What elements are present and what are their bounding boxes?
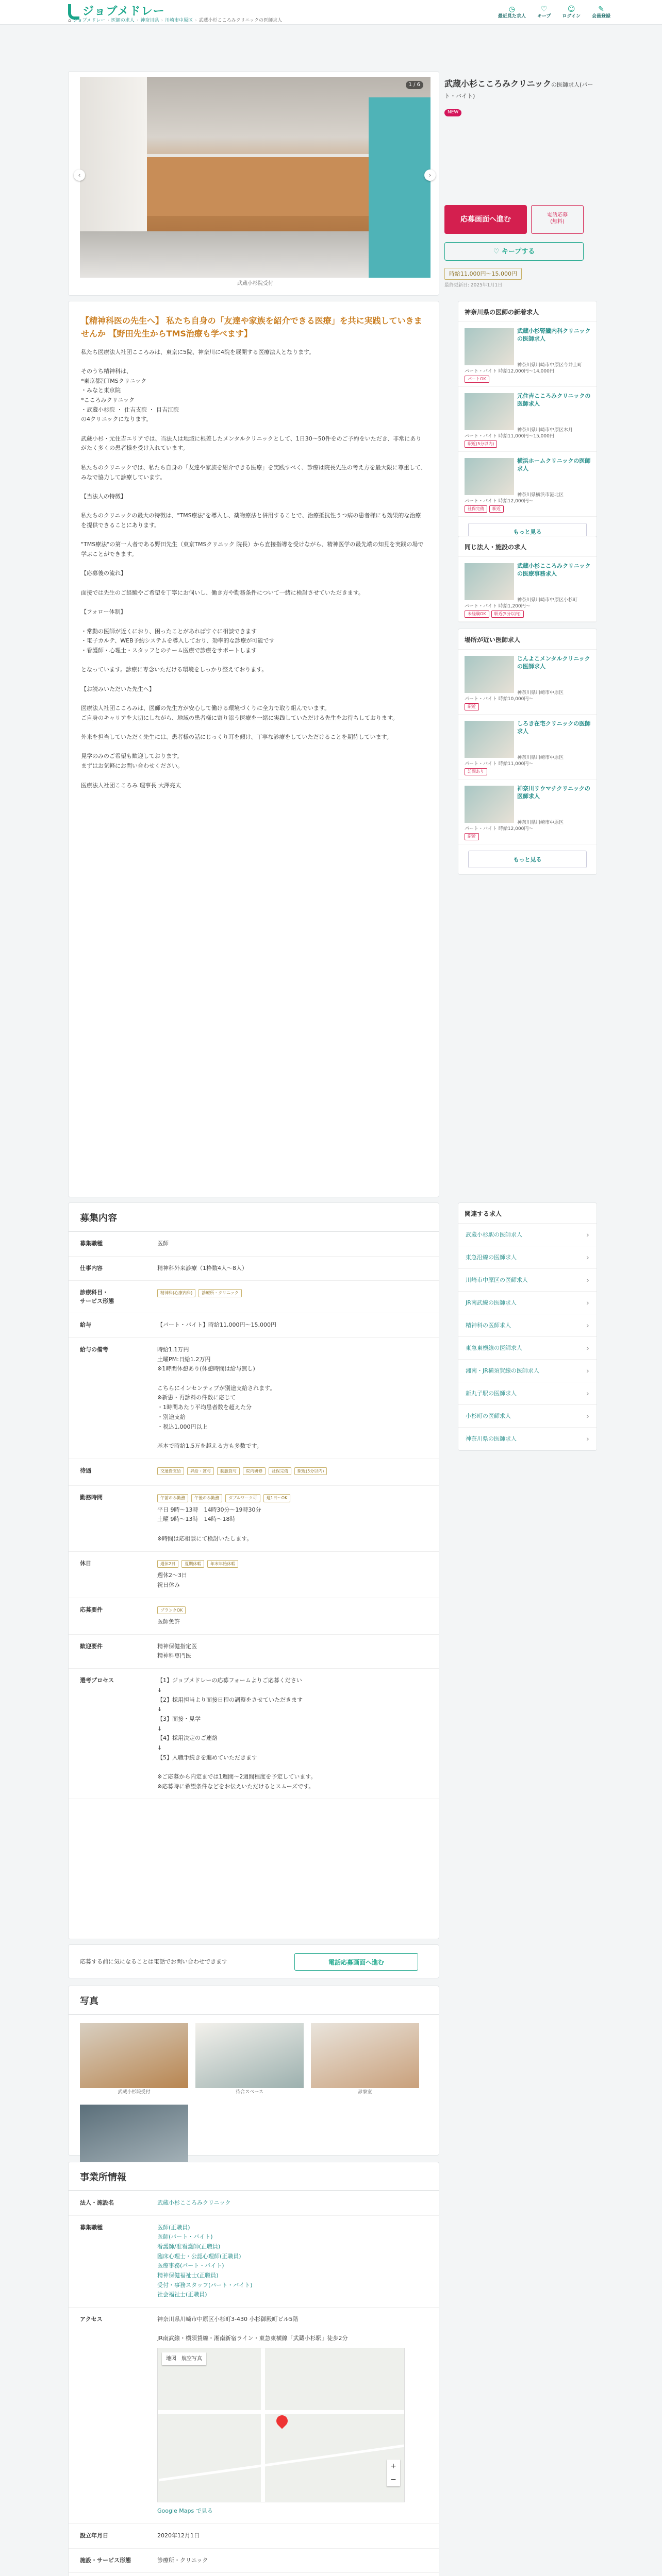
salary-text: パート・バイト 時給11,000円〜15,000円: [465, 433, 554, 439]
condition-tag: 夏期休暇: [181, 1560, 204, 1568]
job-salary: [465, 603, 593, 611]
section-heading: 写真: [69, 1986, 439, 2015]
job-tag: 社保完備: [465, 505, 487, 513]
map-pin-icon: [274, 2413, 290, 2429]
job-title[interactable]: しろき在宅クリニックの医師求人: [517, 720, 591, 735]
site-header: [0, 0, 662, 25]
row-value: [157, 2198, 427, 2208]
sidebar-heading: 関連する求人: [458, 1203, 597, 1224]
job-card[interactable]: [458, 650, 597, 715]
row-label: 選考プロセス: [80, 1677, 114, 1684]
sidebar-near: [458, 629, 597, 875]
row-text: 【パート・バイト】時給11,000円〜15,000円: [157, 1321, 276, 1329]
info-row: [69, 2308, 439, 2524]
job-title[interactable]: 神奈川リウマチクリニックの医師求人: [517, 785, 590, 800]
condition-tag: 午前のみ勤務: [157, 1494, 188, 1502]
row-text: 神奈川県川崎市中原区小杉町3-430 小杉御殿町ビル5階 JR南武線・横須賀線・湘南新宿ライン・東急東横線「武蔵小杉駅」徒歩2分: [157, 2316, 348, 2342]
row-value: [157, 1288, 427, 1306]
nav-login[interactable]: ☺ ログイン: [562, 5, 581, 19]
row-text: 診療所・クリニック: [157, 2556, 208, 2564]
condition-tag: 精神科(心療内科): [157, 1289, 195, 1297]
condition-tag: 年末年始休暇: [207, 1560, 238, 1568]
related-link[interactable]: 小杉町の医師求人 ›: [458, 1405, 597, 1428]
row-value: [157, 2556, 427, 2566]
salary-text: パート・バイト 時給1,200円〜: [465, 603, 531, 609]
user-icon: ☺: [567, 5, 575, 13]
job-address: 神奈川県川崎市中原区今井上町: [517, 362, 583, 368]
row-label: 診療科目・ サービス形態: [80, 1289, 114, 1305]
job-tags: [465, 376, 489, 383]
salary-text: パート・バイト 時給10,000円〜: [465, 696, 534, 702]
row-text: 2020年12月1日: [157, 2532, 200, 2539]
nav-keep[interactable]: ♡ キープ: [537, 5, 551, 19]
condition-tag: 制服貸与: [217, 1467, 240, 1476]
info-row: [69, 2191, 439, 2216]
row-label: アクセス: [80, 2316, 103, 2323]
job-salary: [465, 826, 593, 833]
job-tags: [465, 505, 504, 513]
updated-date: 最終更新日: 2025年1月1日: [444, 283, 503, 288]
job-tags: [465, 833, 479, 840]
breadcrumb-item[interactable]: 医師の求人: [111, 18, 135, 23]
row-label: 休日: [80, 1560, 91, 1567]
info-row: [69, 2216, 439, 2308]
job-address: 神奈川県横浜市港北区: [517, 492, 564, 498]
job-title[interactable]: 横浜ホームクリニックの医師求人: [517, 457, 591, 472]
tag-list: [157, 1467, 427, 1476]
related-link[interactable]: 精神科の医師求人 ›: [458, 1314, 597, 1337]
row-label: 給与の備考: [80, 1346, 108, 1353]
breadcrumb-item[interactable]: ジョブメドレー: [73, 18, 106, 23]
access-map[interactable]: [157, 2348, 405, 2502]
job-tag: 駅近(5分以内): [491, 611, 524, 618]
job-thumbnail: [465, 393, 514, 430]
next-photo-icon[interactable]: ›: [424, 170, 436, 181]
job-tag: パートOK: [465, 376, 489, 383]
job-thumbnail: [465, 563, 514, 600]
job-thumbnail: [465, 328, 514, 365]
salary-text: パート・バイト 時給12,000円〜: [465, 826, 534, 832]
register-icon: ✎: [598, 5, 604, 13]
job-address: 神奈川県川崎市中原区: [517, 690, 564, 696]
requirements-section: [68, 1202, 439, 1939]
info-row: [69, 2573, 439, 2576]
condition-tag: 駅近(5分以内): [294, 1467, 327, 1476]
description-body: 私たち医療法人社団こころみは、東京に5院、神奈川に4院を展開する医療法人となります。 そのうち精神科は、 *東京都江TMSクリニック ・みなと東京院 *こころみクリニック ・武蔵小杉院 ・ 仕吉支院 ・ 目吉江院 の4クリニックになります。 武蔵小杉・元住吉エリアでは、当法人は地域に根差したメンタルクリニックとして、1日30〜50件をのご予約をいただき、非常にありがたく多くの患者様を受け入れています。 私たちのクリニックでは、私たち自身の「友達や家族を紹介できる医療」を実践すべく、診療は院長先生の考え方を最大限に尊重して、みなで協力して診療しています。 【当法人の特徴】 私たちのクリニックの最大の特徴は、"TMS療法"を導入し、薬物療法と併用することで、治療抵抗性うつ病の患者様にも効果的な治療を提供できることにあります。 "TMS療法"の第一人者である野田先生（東京TMSクリニック 院長）から直接指導を受けながら、精神医学の最先端の知見を実践の場で学ぶことができます。 【応募後の流れ】 面接では先生のご経験やご希望を丁寧にお伺いし、働き方や勤務条件について一緒に検討させていただきます。 【フォロー体制】 ・常勤の医師が近くにおり、困ったことがあればすぐに相談できます ・電子カルテ、WEB予約システムを導入しており、効率的な診療が可能です ・看護師・心理士・スタッフとのチーム医療で診療をサポートします となっています。診療に専念いただける環境をしっかり整えております。 【お読みいただいた先生へ】 医療法人社団こころみは、医師の先生方が安心して働ける環境づくりに全力で取り組んでいます。 ご自身のキャリアを大切にしながら、地域の患者様に寄り添う医療を一緒に実践していただける先生をお待ちしております。 外来を担当していただく先生には、患者様の話にじっくり耳を傾け、丁寧な診療をしていただけることを期待しています。 見学のみのご希望も歓迎しております。 まずはお気軽にお問い合わせください。 医療法人社団こころみ 理事長 大澤亮太: [81, 348, 426, 789]
info-row: [69, 1635, 439, 1669]
apply-button[interactable]: 応募画面へ進む: [444, 205, 527, 234]
related-link[interactable]: 新丸子駅の医師求人 ›: [458, 1382, 597, 1405]
sidebar-nearby: [458, 301, 597, 547]
row-text: 医師: [157, 1240, 169, 1247]
row-text: 時給1.1万円 土曜PM:日給1.2万円 ※1時間休憩あり(休憩時間は給与無し) こちらにインセンティブが別途支給されます。 ※新患・再診料の件数に応じて ・1時間あたり平均患者数を超えた分 ・別途支給 ・税込1,000円以上 基本で時給1.5万を越える方も多数です。: [157, 1346, 276, 1449]
job-card[interactable]: [458, 322, 597, 387]
info-row: [69, 1669, 439, 1799]
row-text: 精神保健指定医 精神科専門医: [157, 1642, 197, 1659]
salary-tag: 時給11,000円〜15,000円: [444, 268, 522, 280]
map-link[interactable]: Google Maps で見る: [157, 2507, 213, 2515]
info-row: [69, 1486, 439, 1551]
job-tag: 訪問あり: [465, 768, 487, 775]
description-title: 【精神科医の先生へ】 私たち自身の「友達や家族を紹介できる医療」を共に実践していきませんか 【野田先生からTMS治療も学べます】: [81, 316, 422, 338]
map-type-tab[interactable]: 地図 航空写真: [162, 2352, 206, 2365]
row-value: [157, 1239, 427, 1249]
job-description: [68, 301, 439, 1197]
related-link[interactable]: 武蔵小杉駅の医師求人 ›: [458, 1224, 597, 1246]
info-row: [69, 1257, 439, 1281]
job-address: 神奈川県川崎市中原区: [517, 820, 564, 825]
photo-item[interactable]: 武蔵小杉院受付: [80, 2023, 188, 2096]
row-value: [157, 2315, 427, 2516]
tel-cta-button[interactable]: 電話応募画面へ進む: [294, 1953, 418, 1971]
info-row: [69, 1459, 439, 1486]
job-tags: [465, 611, 524, 618]
related-link[interactable]: 東急沿線の医師求人 ›: [458, 1246, 597, 1269]
more-button[interactable]: もっと見る: [468, 851, 587, 868]
info-row: [69, 1552, 439, 1598]
photo-item[interactable]: 診察室: [311, 2023, 419, 2096]
job-salary: [465, 433, 593, 440]
new-badge: NEW: [444, 109, 461, 116]
related-link[interactable]: JR南武線の医師求人 ›: [458, 1292, 597, 1314]
salary-text: パート・バイト 時給11,000円〜: [465, 761, 534, 767]
job-tags: [465, 768, 487, 775]
info-row: [69, 1232, 439, 1257]
row-label: 募集職種: [80, 1240, 103, 1247]
job-tags: [465, 703, 479, 710]
salary-text: パート・バイト 時給12,000円〜: [465, 498, 534, 504]
condition-tag: 診療所・クリニック: [198, 1289, 242, 1297]
tel-cta-bar: [68, 1944, 439, 1978]
row-label: 法人・施設名: [80, 2199, 114, 2206]
job-address: 神奈川県川崎市中原区: [517, 755, 564, 760]
tag-list: [157, 1494, 427, 1502]
row-label: 施設・サービス形態: [80, 2556, 131, 2564]
tel-apply-button[interactable]: 電話応募 (無料): [531, 205, 584, 234]
job-address: 神奈川県川崎市中原区小杉町: [517, 597, 578, 603]
tag-list: [157, 1606, 427, 1615]
job-title[interactable]: 武蔵小杉腎臓内科クリニックの医師求人: [517, 327, 591, 342]
logo-text: ジョブメドレー: [82, 5, 165, 18]
condition-tag: 院内研修: [243, 1467, 266, 1476]
related-link[interactable]: 東急東横線の医師求人 ›: [458, 1337, 597, 1360]
sidebar-same-corp: [458, 536, 597, 622]
breadcrumb-item[interactable]: 川崎市中原区: [165, 18, 193, 23]
job-salary: [465, 761, 593, 768]
job-card[interactable]: [458, 452, 597, 517]
info-row: [69, 1313, 439, 1338]
condition-tag: 週休2日: [157, 1560, 178, 1568]
photo-item[interactable]: 待合スペース: [195, 2023, 304, 2096]
row-value: [157, 1676, 427, 1791]
more-button[interactable]: もっと見る: [468, 523, 587, 540]
job-tag: 未経験OK: [465, 611, 489, 618]
row-value: [157, 1605, 427, 1627]
nav-recent[interactable]: ◷ 最近見た求人: [498, 5, 526, 19]
related-link[interactable]: 湘南・JR横須賀線の医師求人 ›: [458, 1360, 597, 1382]
prev-photo-icon[interactable]: ‹: [74, 170, 85, 181]
job-tag: 駅近(5分以内): [465, 440, 497, 448]
photo-counter: 1 / 6: [406, 81, 423, 89]
hero-card: [68, 71, 439, 296]
job-title[interactable]: 元住吉こころみクリニックの医師求人: [517, 392, 591, 407]
related-link[interactable]: 神奈川県の医師求人 ›: [458, 1428, 597, 1450]
sidebar-heading: 神奈川県の医師の新着求人: [458, 301, 597, 322]
row-link[interactable]: 医師(正職員) 医師(パート・バイト) 看護師/准看護師(正職員) 臨床心理士・公認心理師(正職員) 医療事務(パート・バイト) 精神保健福祉士(正職員) 受付・事務スタッフ(パート・バイト) 社会福祉士(正職員): [157, 2224, 253, 2298]
condition-tag: 社保完備: [269, 1467, 291, 1476]
job-thumbnail: [465, 721, 514, 758]
job-tag: 駅近: [465, 833, 479, 840]
job-tag: 駅近: [465, 703, 479, 710]
row-label: 勤務時間: [80, 1494, 103, 1501]
condition-tag: 交通費支給: [157, 1467, 184, 1476]
sidebar-related: [458, 1202, 597, 1451]
row-label: 設立年月日: [80, 2532, 108, 2539]
row-value: [157, 1345, 427, 1451]
zoom-control[interactable]: + −: [387, 2460, 400, 2486]
nav-register[interactable]: ✎ 会員登録: [591, 5, 610, 19]
row-value: [157, 1642, 427, 1661]
condition-tag: 昇給・賞与: [187, 1467, 214, 1476]
job-title[interactable]: じんよこメンタルクリニックの医師求人: [517, 655, 590, 670]
info-row: [69, 1338, 439, 1459]
heart-icon: ♡: [540, 5, 548, 13]
cta-text: 応募する前に気になることは電話でお問い合わせできます: [80, 1958, 227, 1965]
job-card[interactable]: [458, 557, 597, 622]
row-label: 給与: [80, 1321, 91, 1329]
breadcrumb-item[interactable]: 神奈川県: [140, 18, 159, 23]
job-thumbnail: [465, 786, 514, 823]
row-value: [157, 1559, 427, 1590]
section-heading: 事業所情報: [69, 2162, 439, 2191]
job-card[interactable]: [458, 387, 597, 452]
hero-photo[interactable]: [80, 77, 431, 278]
row-value: [157, 1264, 427, 1274]
condition-tag: 週1日〜OK: [263, 1494, 291, 1502]
row-value: [157, 1466, 427, 1479]
heart-icon: ♡: [493, 248, 502, 256]
row-label: 待遇: [80, 1467, 91, 1474]
tag-list: [157, 1560, 427, 1568]
info-row: [69, 1598, 439, 1635]
job-salary: [465, 368, 593, 376]
job-thumbnail: [465, 656, 514, 693]
row-label: 歓迎要件: [80, 1642, 103, 1650]
facility-section: [68, 2162, 439, 2576]
breadcrumb: ⌂ ジョブメドレー › 医師の求人 › 神奈川県 › 川崎市中原区 › 武蔵小杉こころみクリニックの医師求人: [68, 18, 282, 25]
sidebar-heading: 同じ法人・施設の求人: [458, 536, 597, 557]
row-text: 週休2〜3日 祝日休み: [157, 1572, 187, 1588]
row-text: 医師免許: [157, 1618, 180, 1625]
job-address: 神奈川県川崎市中原区木月: [517, 427, 573, 433]
info-row: [69, 2549, 439, 2573]
sidebar-heading: 場所が近い医師求人: [458, 629, 597, 650]
row-text: 精神科外来診療（1枠数4人〜8人）: [157, 1264, 247, 1272]
info-row: [69, 1281, 439, 1313]
condition-tag: ブランクOK: [157, 1606, 186, 1615]
tag-list: [157, 1289, 427, 1297]
job-thumbnail: [465, 458, 514, 495]
job-title[interactable]: 武蔵小杉こころみクリニックの医療事務求人: [517, 562, 591, 577]
row-link[interactable]: 武蔵小杉こころみクリニック: [157, 2199, 231, 2206]
photos-section: [68, 1986, 439, 2156]
job-card[interactable]: [458, 715, 597, 779]
history-icon: ◷: [508, 5, 515, 13]
job-tag: 駅近: [489, 505, 504, 513]
header-nav: [498, 5, 610, 21]
condition-tag: 午後のみ勤務: [191, 1494, 222, 1502]
row-value: [157, 2531, 427, 2541]
row-value: [157, 2223, 427, 2300]
row-text: 【1】ジョブメドレーの応募フォームよりご応募ください ↓ 【2】採用担当より面接日程の調整をさせていただきます ↓ 【3】面接・見学 ↓ 【4】採用決定のご連絡 ↓ 【5】入職手続きを進めていただきます ※ご応募から内定までは1週間〜2週間程度を予定しています。 ※応募時に希望条件などをお伝えいただけるとスムーズです。: [157, 1677, 317, 1790]
home-icon[interactable]: ⌂: [68, 18, 71, 23]
job-salary: [465, 696, 593, 703]
breadcrumb-current: 武蔵小杉こころみクリニックの医師求人: [198, 18, 283, 23]
row-value: [157, 1493, 427, 1544]
section-heading: 募集内容: [69, 1203, 439, 1232]
row-label: 仕事内容: [80, 1264, 103, 1272]
clinic-title: 武蔵小杉こころみクリニックの医師求人(パート・バイト): [444, 79, 593, 100]
related-link[interactable]: 川崎市中原区の医師求人 ›: [458, 1269, 597, 1292]
info-row: [69, 2524, 439, 2549]
job-card[interactable]: [458, 779, 597, 844]
row-value: [157, 1320, 427, 1330]
condition-tag: ダブルワーク可: [225, 1494, 260, 1502]
row-label: 募集職種: [80, 2224, 103, 2231]
salary-text: パート・バイト 時給12,000円〜14,000円: [465, 368, 554, 374]
row-text: 平日 9時〜13時 14時30分〜19時30分 土曜 9時〜13時 14時〜18時 ※時間は応相談にて検討いたします。: [157, 1506, 261, 1542]
photo-caption: 武蔵小杉院受付: [237, 281, 273, 286]
job-salary: [465, 498, 593, 505]
row-label: 応募要件: [80, 1606, 103, 1613]
job-tags: [465, 440, 497, 448]
keep-button[interactable]: ♡ キープする: [444, 242, 584, 261]
